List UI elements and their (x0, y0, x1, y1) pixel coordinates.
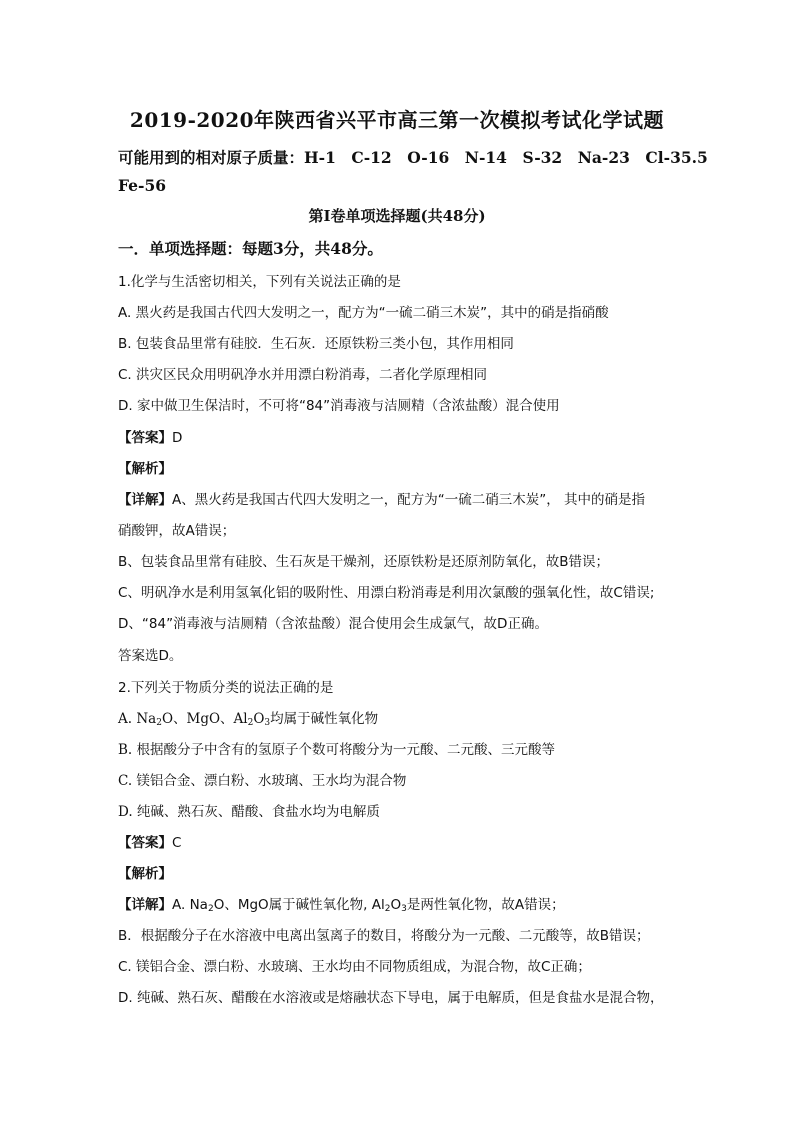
q2-option-a (118, 707, 378, 728)
q1-detail-2: B、包装食品里常有硅胶、生石灰是干燥剂，还原铁粉是还原剂防氧化，故B错误； (118, 554, 610, 570)
q2-detail-3: C. 镁铝合金、漂白粉、水玻璃、王水均由不同物质组成，为混合物，故C正确； (118, 959, 591, 975)
q2-option-a-prefix: A. Na (118, 711, 157, 727)
q1-option-a: A. 黑火药是我国古代四大发明之一，配方为“一硫二硝三木炭”，其中的硝是指硝酸 (118, 305, 609, 321)
q1-detail-1-text: A、黑火药是我国古代四大发明之一，配方为“一硫二硝三木炭”， 其中的硝是指 (172, 492, 646, 508)
q2-detail-1-sub: 2 (384, 904, 391, 914)
q2-detail-1 (118, 893, 565, 914)
q2-answer-tag: 【答案】 (118, 835, 172, 851)
atomic-mass-line-continued: Fe-56 (118, 176, 167, 195)
q2-detail-4: D. 纯碱、熟石灰、醋酸在水溶液或是熔融状态下导电，属于电解质，但是食盐水是混合物， (118, 990, 664, 1006)
q2-answer-value: C (172, 835, 182, 851)
q2-detail-tag: 【详解】 (118, 897, 172, 913)
q2-detail-1-sub: 3 (401, 904, 407, 914)
q1-answer (118, 426, 182, 446)
q2-option-a-mid2: O (253, 711, 265, 727)
q2-stem: 2.下列关于物质分类的说法正确的是 (118, 680, 334, 696)
q2-option-a-sub: 2 (247, 718, 254, 728)
q1-answer-tag: 【答案】 (118, 430, 172, 446)
q1-detail-4: D、“84”消毒液与洁厕精（含浓盐酸）混合使用会生成氯气，故D正确。 (118, 616, 548, 632)
q2-detail-1-sub: 2 (207, 904, 214, 914)
q1-answer-value: D (172, 430, 183, 446)
q1-conclusion: 答案选D。 (118, 648, 183, 664)
q2-analysis (118, 862, 172, 882)
q1-analysis-tag: 【解析】 (118, 461, 172, 477)
section-title: 第Ⅰ卷单项选择题(共48分) (308, 207, 486, 225)
q2-detail-2: B．根据酸分子在水溶液中电离出氢离子的数目，将酸分为一元酸、二元酸等，故B错误； (118, 928, 650, 944)
q2-option-b: B. 根据酸分子中含有的氢原子个数可将酸分为一元酸、二元酸、三元酸等 (118, 742, 556, 758)
page-title: 2019-2020年陕西省兴平市高三第一次模拟考试化学试题 (129, 108, 665, 132)
q2-option-a-sub: 2 (156, 718, 162, 728)
q2-option-d: D. 纯碱、熟石灰、醋酸、食盐水均为电解质 (118, 804, 380, 820)
q2-option-a-suffix: 均属于碱性氧化物 (270, 711, 379, 727)
q1-detail-3: C、明矾净水是利用氢氧化铝的吸附性、用漂白粉消毒是利用次氯酸的强氧化性，故C错误; (118, 585, 655, 601)
atomic-mass-line: 可能用到的相对原子质量：H-1 C-12 O-16 N-14 S-32 Na-23 Cl-35.5 (118, 148, 708, 167)
q2-detail-1-suffix: 是两性氧化物，故A错误； (406, 897, 565, 913)
q1-detail-1 (118, 488, 645, 508)
q2-detail-1-prefix: A. Na (172, 897, 208, 913)
q2-analysis-tag: 【解析】 (118, 866, 172, 882)
q2-option-a-mid1: O、MgO、Al (161, 711, 248, 727)
q2-detail-1-mid2: O (390, 897, 402, 913)
q2-option-a-sub: 3 (264, 718, 271, 728)
q1-option-d: D. 家中做卫生保洁时，不可将“84”消毒液与洁厕精（含浓盐酸）混合使用 (118, 398, 560, 414)
q1-detail-tag: 【详解】 (118, 492, 172, 508)
q2-option-c: C. 镁铝合金、漂白粉、水玻璃、王水均为混合物 (118, 773, 407, 789)
q1-detail-1-continued: 硝酸钾，故A错误； (118, 523, 236, 539)
q1-option-c: C. 洪灾区民众用明矾净水并用漂白粉消毒，二者化学原理相同 (118, 367, 488, 383)
q1-stem: 1.化学与生活密切相关，下列有关说法正确的是 (118, 274, 401, 290)
q2-detail-1-mid1: O、MgO属于碱性氧化物, Al (213, 897, 385, 913)
part-title: 一．单项选择题：每题3分，共48分。 (118, 239, 383, 258)
q2-answer (118, 831, 181, 851)
q1-analysis (118, 457, 172, 477)
q1-option-b: B. 包装食品里常有硅胶．生石灰．还原铁粉三类小包，其作用相同 (118, 336, 514, 352)
